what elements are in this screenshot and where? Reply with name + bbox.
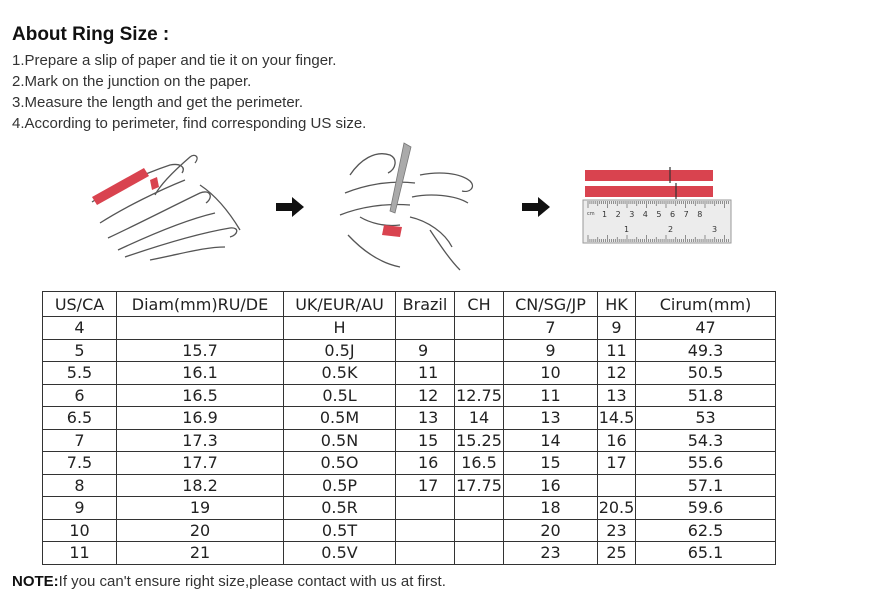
step-2: 2.Mark on the junction on the paper. [12, 73, 252, 90]
table-row [43, 497, 776, 520]
paper-strip-end-icon [150, 177, 159, 190]
table-row [43, 317, 776, 340]
table-cell: 12 [598, 362, 636, 385]
table-cell: 17 [396, 474, 455, 497]
table-cell: 9 [504, 339, 598, 362]
table-cell [396, 317, 455, 340]
ruler-number: 1 [624, 225, 630, 234]
col-uk-eur-au: UK/EUR/AU [284, 292, 396, 317]
paper-ring-icon [382, 225, 402, 237]
col-cn-sg-jp: CN/SG/JP [504, 292, 598, 317]
pen-icon [390, 143, 411, 213]
table-row [43, 429, 776, 452]
table-cell: 13 [598, 384, 636, 407]
table-row [43, 519, 776, 542]
table-cell: 5 [43, 339, 117, 362]
table-cell: 7 [504, 317, 598, 340]
table-cell: 11 [504, 384, 598, 407]
ring-size-table [42, 291, 776, 565]
table-cell: 15 [504, 452, 598, 475]
table-cell: 11 [43, 542, 117, 565]
ruler-number: 6 [670, 210, 676, 219]
table-cell: 0.5P [284, 474, 396, 497]
table-cell [455, 542, 504, 565]
ruler-number: 4 [642, 210, 648, 219]
table-cell: 53 [636, 407, 776, 430]
col-circum: Cirum(mm) [636, 292, 776, 317]
arrow-right-icon [522, 197, 550, 217]
table-row [43, 452, 776, 475]
table-cell: 0.5N [284, 429, 396, 452]
table-cell [455, 519, 504, 542]
paper-strip-icon [585, 186, 713, 197]
ruler-number: 1 [602, 210, 608, 219]
table-cell: 6.5 [43, 407, 117, 430]
ruler-number: 2 [668, 225, 674, 234]
table-cell: 57.1 [636, 474, 776, 497]
table-cell: 17 [598, 452, 636, 475]
note-label: NOTE: [12, 573, 59, 590]
col-brazil: Brazil [396, 292, 455, 317]
table-cell: 14.5 [598, 408, 635, 428]
table-cell: 9 [43, 497, 117, 520]
table-cell: 7.5 [43, 452, 117, 475]
table-cell: 9 [598, 317, 636, 340]
note [12, 573, 446, 590]
table-cell: 0.5K [284, 362, 396, 385]
ruler-number: 2 [615, 210, 621, 219]
table-cell: 0.5T [284, 519, 396, 542]
table-cell: 62.5 [636, 519, 776, 542]
hands-marking-icon [340, 154, 472, 270]
table-cell: 51.8 [636, 384, 776, 407]
ruler-number: 7 [683, 210, 689, 219]
table-cell: 16.5 [117, 384, 284, 407]
table-cell: 16.9 [117, 407, 284, 430]
table-row [43, 384, 776, 407]
ruler-number: 3 [629, 210, 635, 219]
table-cell: 13 [396, 407, 455, 430]
table-cell: 6 [43, 384, 117, 407]
table-cell: 55.6 [636, 452, 776, 475]
table-cell: 14 [455, 407, 504, 430]
table-cell [396, 542, 455, 565]
page-title: About Ring Size : [12, 24, 170, 45]
table-cell [455, 362, 504, 385]
table-cell: 20 [504, 519, 598, 542]
table-cell: 47 [636, 317, 776, 340]
col-hk: HK [598, 292, 636, 317]
col-ch: CH [455, 292, 504, 317]
table-cell: 16 [598, 429, 636, 452]
table-cell: 23 [504, 542, 598, 565]
ruler-number: 5 [656, 210, 662, 219]
table-cell: 8 [43, 474, 117, 497]
table-cell: 25 [598, 542, 636, 565]
table-cell [455, 497, 504, 520]
table-cell [117, 317, 284, 340]
col-diam-ru-de: Diam(mm)RU/DE [117, 292, 284, 317]
measurement-illustration [0, 135, 872, 280]
table-cell: 0.5J [284, 339, 396, 362]
table-cell: 23 [598, 519, 636, 542]
table-cell: 12.75 [456, 385, 502, 405]
table-cell: 15 [396, 429, 455, 452]
step-3: 3.Measure the length and get the perimeter. [12, 94, 304, 111]
table-cell: 65.1 [636, 542, 776, 565]
table-cell: 21 [117, 542, 284, 565]
table-cell: 49.3 [636, 339, 776, 362]
table-cell: 54.3 [636, 429, 776, 452]
table-cell: 12 [396, 384, 455, 407]
table-cell: 15.7 [117, 339, 284, 362]
table-cell: 10 [43, 519, 117, 542]
table-cell: 11 [396, 362, 455, 385]
table-row [43, 542, 776, 565]
paper-strip-icon [585, 170, 713, 181]
table-cell: 0.5R [284, 497, 396, 520]
step-1: 1.Prepare a slip of paper and tie it on your finger. [12, 52, 337, 69]
table-cell: 0.5L [284, 384, 396, 407]
table-cell: 17.75 [456, 475, 502, 495]
table-cell [455, 317, 504, 340]
table-cell [455, 339, 504, 362]
table-cell: 18 [504, 497, 598, 520]
note-text: If you can't ensure right size,please contact with us at first. [58, 573, 446, 590]
table-cell: 15.25 [456, 430, 502, 450]
table-cell: 0.5O [284, 452, 396, 475]
table-cell: 11 [598, 339, 636, 362]
table-cell [598, 474, 636, 497]
table-cell [396, 519, 455, 542]
table-cell: 59.6 [636, 497, 776, 520]
ruler-number: 3 [712, 225, 718, 234]
table-cell: 17.7 [117, 452, 284, 475]
table-cell: 5.5 [43, 362, 117, 385]
table-cell: 20 [117, 519, 284, 542]
ruler-unit-label: cm [587, 211, 595, 217]
table-cell: 18.2 [117, 474, 284, 497]
table-cell: 4 [43, 317, 117, 340]
step-4: 4.According to perimeter, find corresponding US size. [12, 115, 367, 132]
hand-with-paper-icon [92, 155, 240, 260]
instruction-steps [12, 50, 366, 134]
table-cell: 9 [396, 339, 455, 362]
table-cell: 14 [504, 429, 598, 452]
table-cell: 16 [396, 452, 455, 475]
table-cell: 7 [43, 429, 117, 452]
table-cell: 20.5 [598, 498, 635, 518]
table-cell: 16.5 [455, 452, 504, 475]
table-cell: 19 [117, 497, 284, 520]
col-us-ca: US/CA [43, 292, 117, 317]
table-cell: 0.5V [284, 542, 396, 565]
ruler-icon [583, 200, 731, 243]
table-cell: 0.5M [284, 407, 396, 430]
table-cell: 10 [504, 362, 598, 385]
table-cell [396, 497, 455, 520]
table-cell: 17.3 [117, 429, 284, 452]
table-cell: 16 [504, 474, 598, 497]
arrow-right-icon [276, 197, 304, 217]
table-row [43, 407, 776, 430]
table-cell: 13 [504, 407, 598, 430]
table-header-row [43, 292, 776, 317]
table-cell: 16.1 [117, 362, 284, 385]
table-row [43, 474, 776, 497]
table-row [43, 362, 776, 385]
table-cell: H [284, 317, 396, 340]
ruler-number: 8 [697, 210, 703, 219]
table-cell: 50.5 [636, 362, 776, 385]
table-row [43, 339, 776, 362]
